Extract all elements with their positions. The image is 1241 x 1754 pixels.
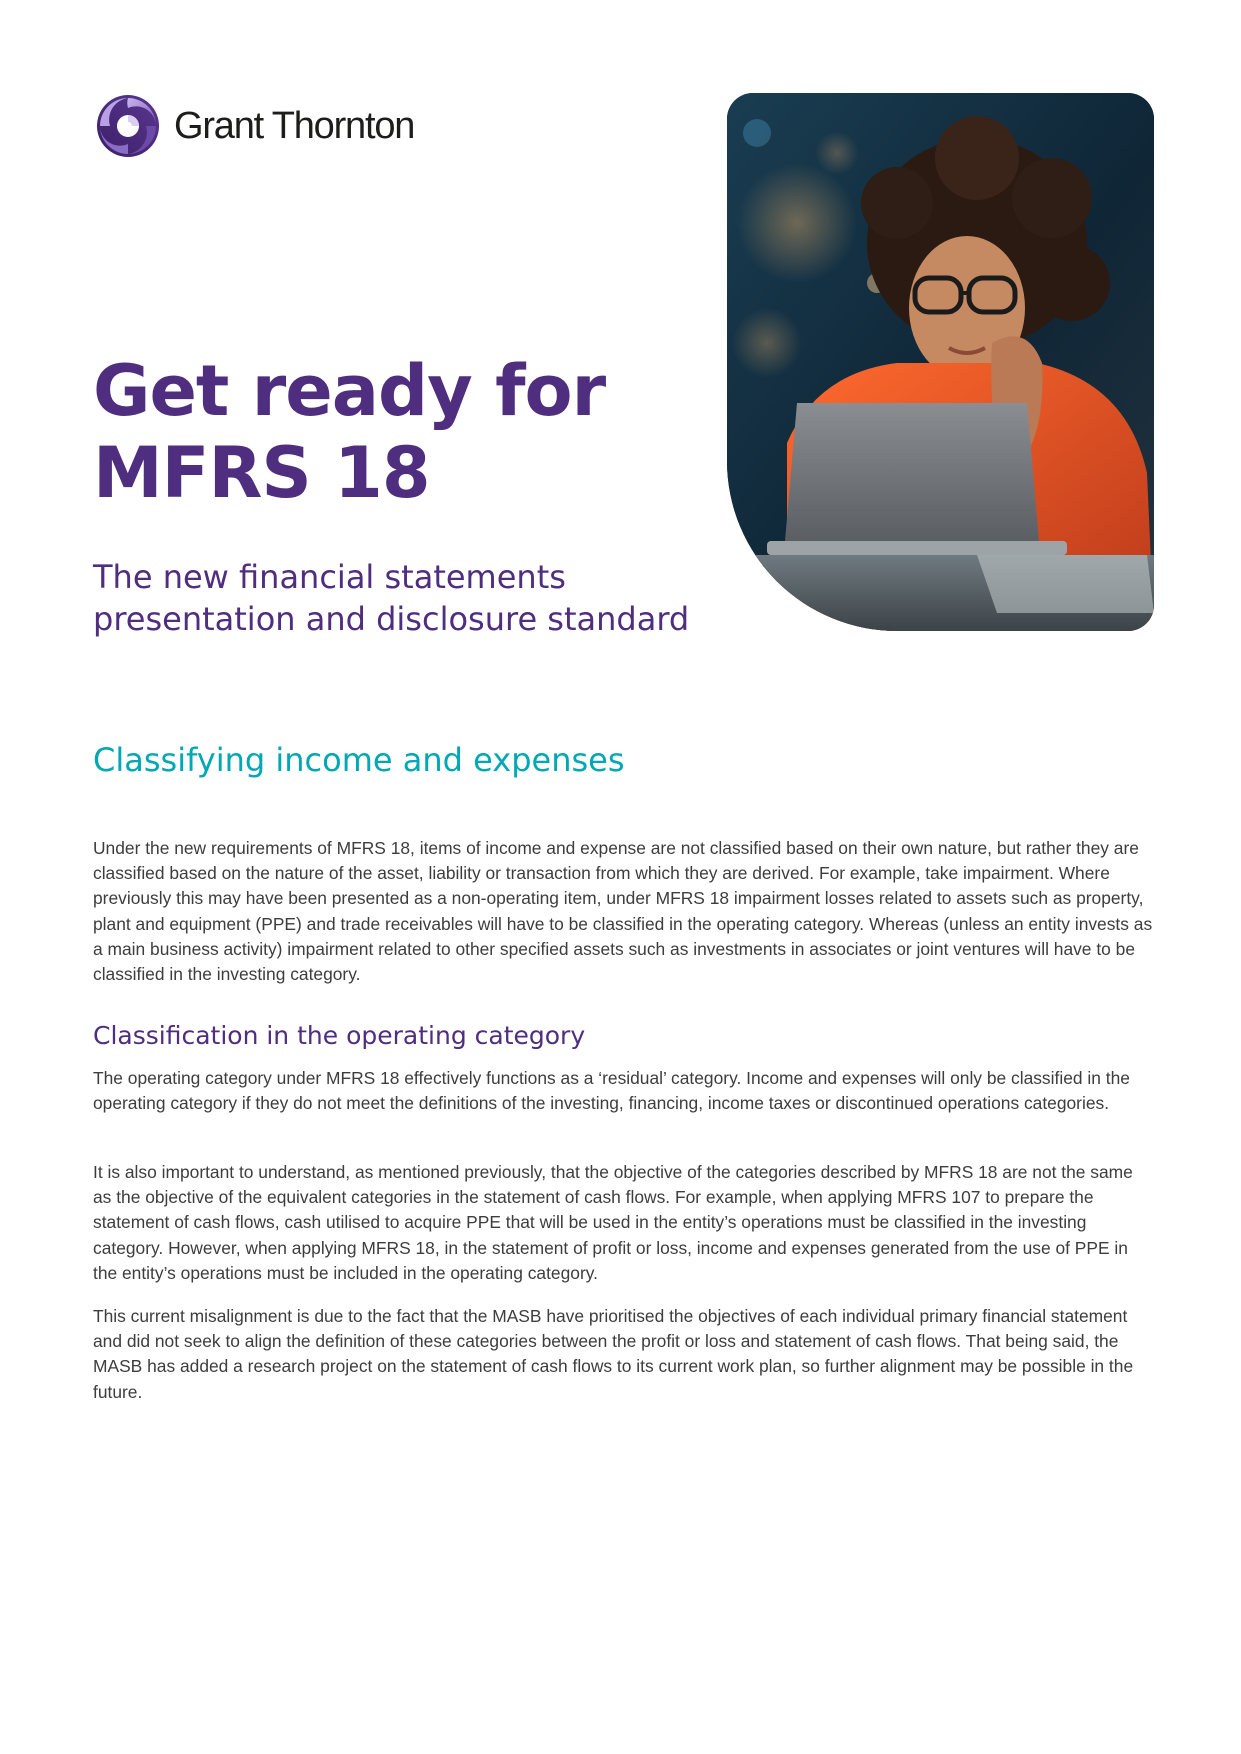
subsection-heading: Classification in the operating category [93, 1021, 586, 1050]
hero-photo [727, 93, 1154, 631]
subsection-paragraph-1: The operating category under MFRS 18 effectively functions as a ‘residual’ category. Income and expenses will only be classified in the operating category if they do not meet the definitions of the investing, financing, income taxes or discontinued operations categories. [93, 1068, 1130, 1114]
section-heading: Classifying income and expenses [93, 741, 625, 779]
subsection-paragraph-2: It is also important to understand, as mentioned previously, that the objective of the categories described by MFRS 18 are not the same as the objective of the equivalent categories in the statement of cash flows. For example, when applying MFRS 107 to prepare the statement of cash flows, cash utilised to acquire PPE that will be used in the entity’s operations must be classified in the investing category. However, when applying MFRS 18, in the statement of profit or loss, income and expenses generated from the use of PPE in the entity’s operations must be included in the operating category. [93, 1162, 1133, 1283]
grant-thornton-logo-icon [96, 94, 160, 158]
brand-name: Grant Thornton [174, 104, 415, 147]
section-intro-paragraph: Under the new requirements of MFRS 18, items of income and expense are not classified based on their own nature, but rather they are classified based on the nature of the asset, liability or transaction from which they are derived. For example, take impairment. Where previously this may have been presented as a non-operating item, under MFRS 18 impairment losses related to assets such as property, plant and equipment (PPE) and trade receivables will have to be classified in the operating category. Whereas (unless an entity invests as a main business activity) impairment related to other specified assets such as investments in associates or joint ventures will have to be classified in the investing category. [93, 838, 1153, 985]
page-subtitle: The new financial statements presentation and disclosure standard [93, 558, 690, 638]
woman-at-laptop-photo-icon [727, 93, 1154, 631]
subsection-paragraph-3: This current misalignment is due to the fact that the MASB have prioritised the objectives of each individual primary financial statement and did not seek to align the definition of these categories between the profit or loss and statement of cash flows. That being said, the MASB has added a research project on the statement of cash flows to its current work plan, so further alignment may be possible in the future. [93, 1306, 1134, 1402]
page-title: Get ready for MFRS 18 [93, 350, 606, 514]
brand-logo [96, 94, 414, 158]
